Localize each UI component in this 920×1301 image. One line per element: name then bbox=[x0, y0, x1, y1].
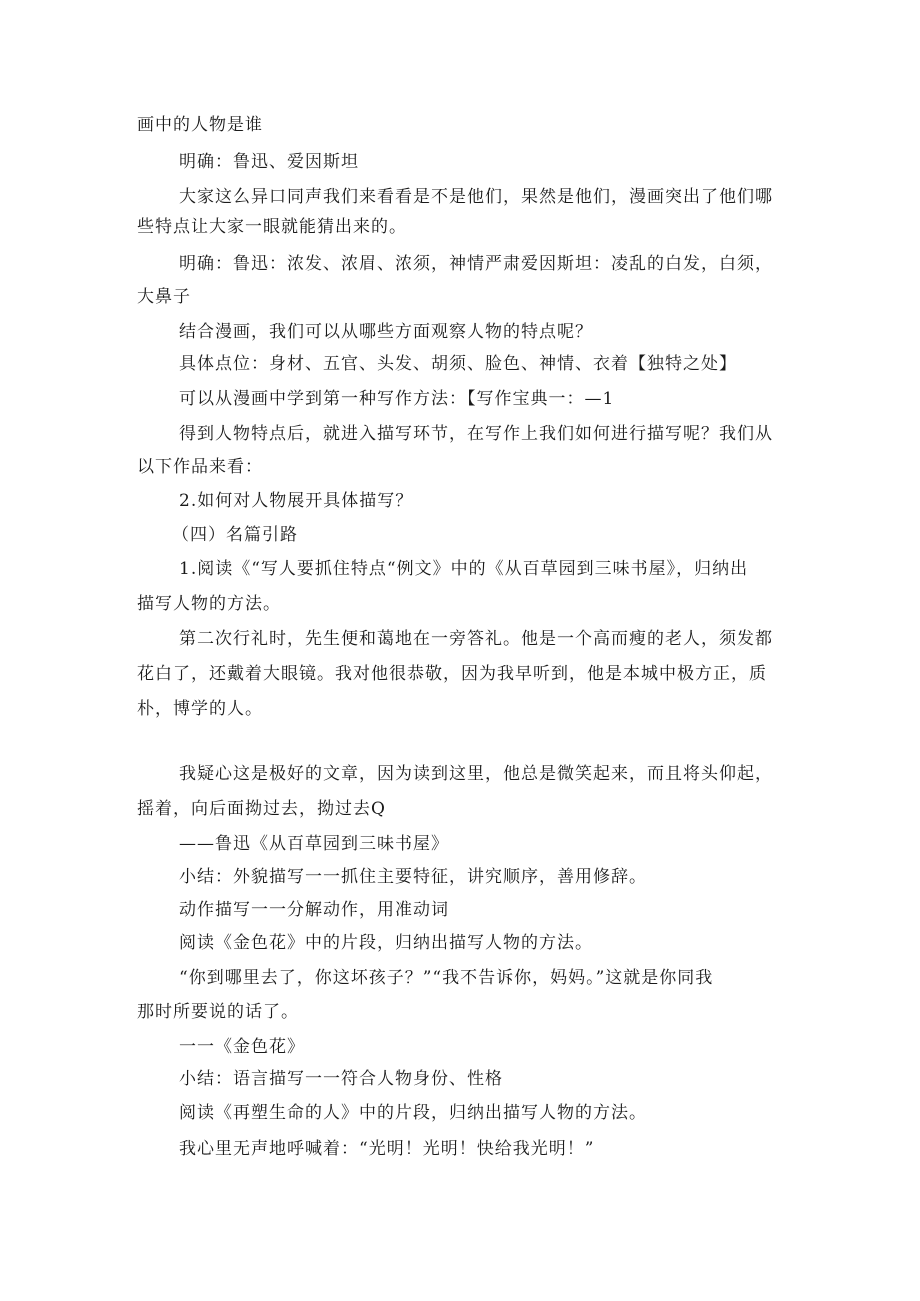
text-line: 大鼻子 bbox=[137, 287, 191, 307]
text-line: 2.如何对人物展开具体描写？ bbox=[179, 491, 414, 511]
text-line: 朴，博学的人。 bbox=[137, 699, 263, 719]
text-line: “你到哪里去了，你这坏孩子？”“我不告诉你，妈妈。”这就是你同我 bbox=[179, 968, 714, 988]
text-line: 画中的人物是谁 bbox=[137, 115, 263, 135]
text-line: 阅读《金色花》中的片段，归纳出描写人物的方法。 bbox=[179, 933, 593, 953]
text-line: 描写人物的方法。 bbox=[137, 594, 281, 614]
text-line: 花白了，还戴着大眼镜。我对他很恭敬，因为我早听到，他是本城中极方正，质 bbox=[137, 664, 767, 684]
text-line: 我疑心这是极好的文章，因为读到这里，他总是微笑起来，而且将头仰起， bbox=[179, 764, 773, 784]
text-line: 明确：鲁迅、爱因斯坦 bbox=[179, 152, 359, 172]
text-line: 那时所要说的话了。 bbox=[137, 1002, 299, 1022]
text-line: 摇着，向后面拗过去，拗过去Q bbox=[137, 799, 386, 819]
text-line: 阅读《再塑生命的人》中的片段，归纳出描写人物的方法。 bbox=[179, 1103, 647, 1123]
text-line: 具体点位：身材、五官、头发、胡须、脸色、神情、衣着【独特之处】 bbox=[179, 354, 737, 374]
text-line: 一一《金色花》 bbox=[179, 1037, 305, 1057]
text-line: 明确：鲁迅：浓发、浓眉、浓须，神情严肃爱因斯坦：凌乱的白发，白须， bbox=[179, 254, 773, 274]
text-line: 我心里无声地呼喊着：“光明！光明！快给我光明！” bbox=[179, 1139, 595, 1159]
text-line: 1.阅读《“写人要抓住特点“例文》中的《从百草园到三味书屋》，归纳出 bbox=[179, 559, 749, 579]
text-line: 第二次行礼时，先生便和蔼地在一旁答礼。他是一个高而瘦的老人，须发都 bbox=[179, 629, 773, 649]
text-line: 以下作品来看： bbox=[137, 457, 263, 477]
text-line: 结合漫画，我们可以从哪些方面观察人物的特点呢？ bbox=[179, 322, 593, 342]
text-line: 可以从漫画中学到第一种写作方法：【写作宝典一：—1 bbox=[179, 389, 615, 409]
text-line: ——鲁迅《从百草园到三味书屋》 bbox=[179, 834, 449, 854]
text-line: 动作描写一一分解动作，用准动词 bbox=[179, 900, 449, 920]
text-line: 大家这么异口同声我们来看看是不是他们，果然是他们，漫画突出了他们哪 bbox=[179, 187, 773, 207]
text-line: 小结：语言描写一一符合人物身份、性格 bbox=[179, 1069, 503, 1089]
section-heading: （四）名篇引路 bbox=[172, 525, 298, 545]
text-line: 些特点让大家一眼就能猜出来的。 bbox=[137, 217, 407, 237]
text-line: 小结：外貌描写一一抓住主要特征，讲究顺序，善用修辞。 bbox=[179, 867, 647, 887]
text-line: 得到人物特点后，就进入描写环节，在写作上我们如何进行描写呢？我们从 bbox=[179, 424, 773, 444]
